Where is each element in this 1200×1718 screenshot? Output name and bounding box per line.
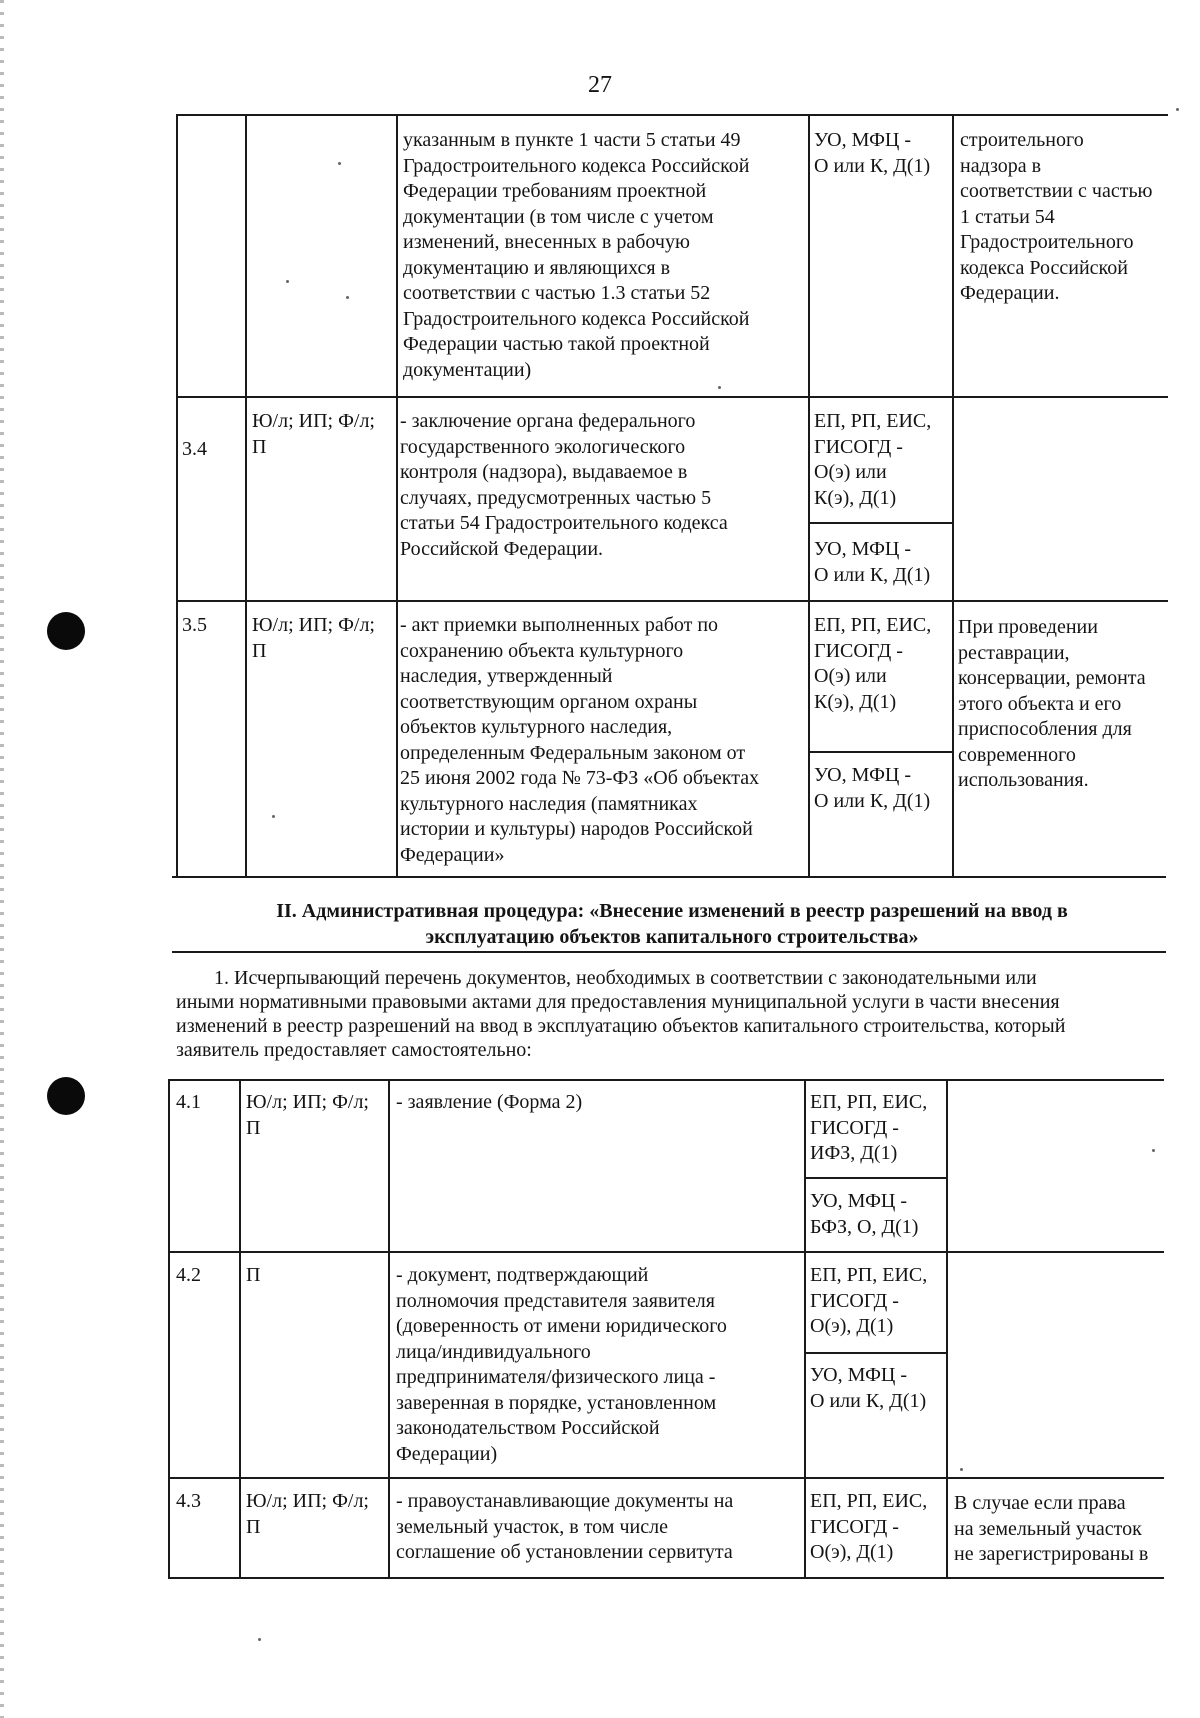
row-43-applicant: Ю/л; ИП; Ф/л; П (246, 1490, 369, 1538)
row-divider-34-35 (176, 600, 1168, 602)
section-heading: II. Административная процедура: «Внесение изменений в реестр разрешений на ввод в эксплуатацию объектов капитального строительства» (276, 900, 1068, 948)
page-number: 27 (588, 72, 612, 98)
row-41-method-paper: УО, МФЦ - БФЗ, О, Д(1) (810, 1190, 919, 1238)
table1-col-divider-1 (245, 114, 247, 876)
scan-speck (1176, 108, 1179, 111)
table1-col-divider-3 (808, 114, 810, 876)
hole-punch-bottom (47, 1077, 85, 1115)
row-35-num: 3.5 (182, 614, 207, 636)
paragraph-line: 1. Исчерпывающий перечень документов, необходимых в соответствии с законодательными или (214, 967, 1037, 989)
table2-col-divider-3 (804, 1079, 806, 1579)
row-35-note: При проведении реставрации, консервации, ремонта этого объекта и его приспособления для современного использования. (958, 616, 1146, 791)
table1-col-divider-2 (396, 114, 398, 876)
scan-speck (1152, 1149, 1155, 1152)
scan-speck (960, 1468, 963, 1471)
row-divider-42-43 (168, 1477, 1164, 1479)
section-paragraph (176, 966, 1166, 1062)
paragraph-line: иными нормативными правовыми актами для предоставления муниципальной услуги в части внесения (176, 991, 1060, 1013)
row-34-method-paper: УО, МФЦ - О или К, Д(1) (814, 538, 931, 586)
row-divider-cont-34 (176, 396, 1168, 398)
paragraph-line: изменений в реестр разрешений на ввод в эксплуатацию объектов капитального строительства, который (176, 1015, 1066, 1037)
row-cont-document: указанным в пункте 1 части 5 статьи 49 Градостроительного кодекса Российской Федерации требованиям проектной документации (в том числе с учетом изменений, внесенных в рабочую документацию и являющихся в соответствии с частью 1.3 статьи 52 Градостроительного кодекса Российской Федерации частью такой проектной документации) (403, 129, 750, 381)
table1-bottom-border (172, 876, 1166, 878)
row-34-applicant: Ю/л; ИП; Ф/л; П (252, 410, 375, 458)
row-42-method-paper: УО, МФЦ - О или К, Д(1) (810, 1364, 927, 1412)
row-43-num: 4.3 (176, 1490, 201, 1512)
table1-left-border (176, 114, 178, 876)
row-43-note: В случае если права на земельный участок не зарегистрированы в (954, 1492, 1149, 1565)
row-42-document: - документ, подтверждающий полномочия представителя заявителя (доверенность от имени юридического лица/индивидуального предпринимателя/физического лица - заверенная в порядке, установленном законодательством Российской Федерации) (396, 1264, 727, 1465)
row-35-applicant: Ю/л; ИП; Ф/л; П (252, 614, 375, 662)
row-35-document: - акт приемки выполненных работ по сохранению объекта культурного наследия, утвержденный соответствующим органом охраны объектов культурного наследия, определенным Федеральным законом от 25 июня 2002 года № 73-ФЗ «Об объектах культурного наследия (памятниках истории и культуры) народов Российской Федерации» (400, 614, 760, 866)
scan-edge (0, 0, 4, 1718)
row42-method-divider (804, 1352, 948, 1354)
row-34-num: 3.4 (182, 438, 207, 460)
scan-speck (286, 280, 289, 283)
row34-method-divider (808, 522, 952, 524)
hole-punch-top (47, 612, 85, 650)
section-title-bottom-border (172, 951, 1166, 953)
table2-col-divider-1 (239, 1079, 241, 1579)
table1-col-divider-4 (952, 114, 954, 876)
row-43-method-electronic: ЕП, РП, ЕИС, ГИСОГД - О(э), Д(1) (810, 1490, 928, 1563)
row-43-document: - правоустанавливающие документы на земельный участок, в том числе соглашение об установлении сервитута (396, 1490, 734, 1563)
scan-speck (346, 296, 349, 299)
table2-top-border (168, 1079, 1164, 1081)
row-41-num: 4.1 (176, 1091, 201, 1113)
paragraph-line: заявитель предоставляет самостоятельно: (176, 1039, 532, 1061)
row-41-document: - заявление (Форма 2) (396, 1091, 583, 1113)
table1-top-border (176, 114, 1168, 116)
row-41-method-electronic: ЕП, РП, ЕИС, ГИСОГД - ИФЗ, Д(1) (810, 1091, 928, 1164)
row-42-method-electronic: ЕП, РП, ЕИС, ГИСОГД - О(э), Д(1) (810, 1264, 928, 1337)
scan-speck (258, 1638, 261, 1641)
table2-bottom-border (168, 1577, 1164, 1579)
row-41-applicant: Ю/л; ИП; Ф/л; П (246, 1091, 369, 1139)
row-cont-note: строительного надзора в соответствии с частью 1 статьи 54 Градостроительного кодекса Российской Федерации. (960, 129, 1153, 304)
scan-speck (718, 386, 721, 389)
scan-speck (272, 815, 275, 818)
row35-method-divider (808, 751, 952, 753)
row-divider-41-42 (168, 1251, 1164, 1253)
row41-method-divider (804, 1177, 948, 1179)
scan-speck (338, 162, 341, 165)
row-35-method-electronic: ЕП, РП, ЕИС, ГИСОГД - О(э) или К(э), Д(1) (814, 614, 932, 713)
row-35-method-paper: УО, МФЦ - О или К, Д(1) (814, 764, 931, 812)
row-42-num: 4.2 (176, 1264, 201, 1286)
row-42-applicant: П (246, 1264, 261, 1286)
row-34-method-electronic: ЕП, РП, ЕИС, ГИСОГД - О(э) или К(э), Д(1) (814, 410, 932, 509)
row-cont-method: УО, МФЦ - О или К, Д(1) (814, 129, 931, 177)
table2-left-border (168, 1079, 170, 1579)
row-34-document: - заключение органа федерального государственного экологического контроля (надзора), выдаваемое в случаях, предусмотренных частью 5 статьи 54 Градостроительного кодекса Российской Федерации. (400, 410, 728, 560)
